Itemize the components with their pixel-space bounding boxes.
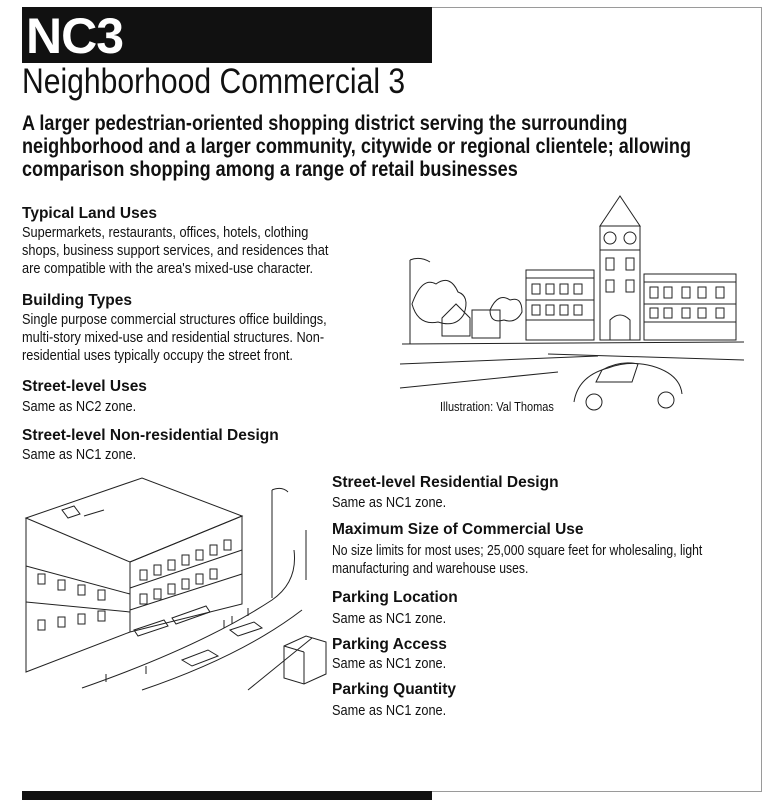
text-line: Same as NC1 zone. [332, 703, 447, 719]
text-line: Same as NC1 zone. [332, 611, 447, 627]
frame-right-rule [761, 7, 762, 791]
text-line: Same as NC1 zone. [332, 656, 447, 672]
text-line: No size limits for most uses; 25,000 square feet for wholesaling, light [332, 543, 703, 559]
bottom-rule [432, 791, 762, 792]
bottom-black-bar [22, 791, 432, 800]
section-body-street-level-nonres [22, 446, 286, 464]
section-body-parking-access [332, 655, 596, 673]
section-title-parking-access: Parking Access [332, 636, 447, 653]
text-line: Same as NC1 zone. [22, 447, 137, 463]
section-title-street-level-res: Street-level Residential Design [332, 474, 559, 491]
text-line: Same as NC2 zone. [22, 399, 137, 415]
text-line: Single purpose commercial structures office buildings, [22, 312, 327, 328]
section-title-street-level-uses: Street-level Uses [22, 378, 147, 395]
section-body-street-level-uses [22, 398, 286, 416]
section-body-building-types [22, 311, 427, 365]
section-title-street-level-nonres: Street-level Non-residential Design [22, 427, 279, 444]
section-body-parking-quantity [332, 702, 596, 720]
aerial-illustration [22, 470, 330, 692]
text-line: manufacturing and warehouse uses. [332, 561, 529, 577]
section-body-street-level-res [332, 494, 596, 512]
street-scene-illustration [398, 192, 744, 412]
text-line: multi-story mixed-use and residential structures. Non- [22, 330, 325, 346]
section-title-max-size: Maximum Size of Commercial Use [332, 521, 584, 538]
text-line: shops, business support services, and residences that [22, 243, 329, 259]
section-title-parking-location: Parking Location [332, 589, 458, 606]
section-body-max-size [332, 542, 744, 578]
text-line: Same as NC1 zone. [332, 495, 447, 511]
zone-summary: A larger pedestrian-oriented shopping district serving the surrounding neighborhood and a larger community, citywide or regional clientele; allowing comparison shopping among a range of retail businesses [22, 112, 691, 181]
section-body-parking-location [332, 610, 596, 628]
text-line: residential uses typically occupy the street front. [22, 348, 293, 364]
frame-top-rule [432, 7, 762, 8]
text-line: are compatible with the area's mixed-use character. [22, 261, 314, 277]
illustration-credit: Illustration: Val Thomas [440, 400, 554, 414]
text-line: Supermarkets, restaurants, offices, hotels, clothing [22, 225, 309, 241]
zone-code: NC3 [26, 8, 124, 64]
section-title-typical-land-uses: Typical Land Uses [22, 205, 157, 222]
section-title-parking-quantity: Parking Quantity [332, 681, 457, 698]
section-title-building-types: Building Types [22, 292, 132, 309]
zone-name: Neighborhood Commercial 3 [22, 62, 406, 101]
section-body-typical-land-uses [22, 224, 427, 278]
